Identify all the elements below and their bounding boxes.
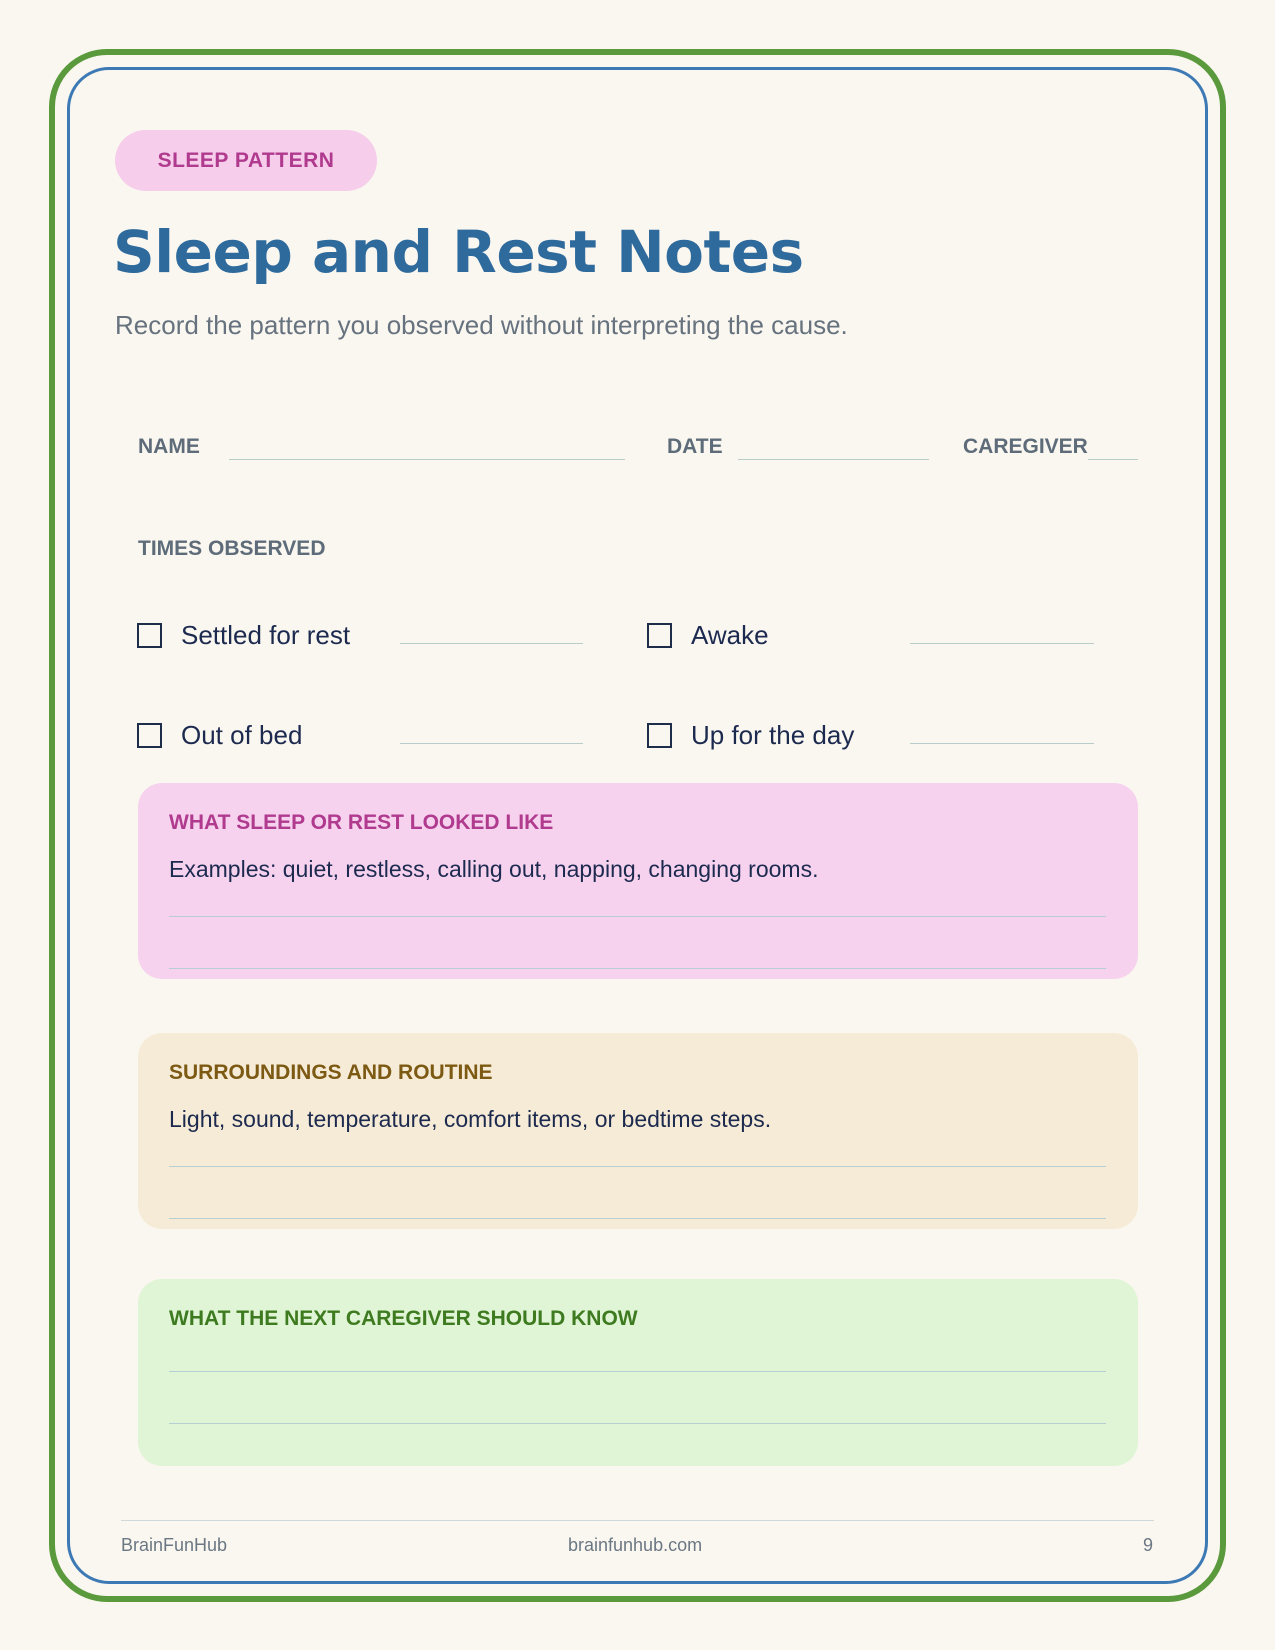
sleep-description-card bbox=[138, 783, 1138, 979]
check-item-settled bbox=[137, 620, 350, 651]
caregiver-field[interactable] bbox=[1088, 459, 1138, 460]
writing-line[interactable] bbox=[169, 1218, 1106, 1219]
out-of-bed-label: Out of bed bbox=[181, 720, 303, 750]
footer-page-number: 9 bbox=[1143, 1535, 1154, 1555]
page-subtitle: Record the pattern you observed without interpreting the cause. bbox=[115, 310, 848, 340]
footer-url[interactable]: brainfunhub.com bbox=[568, 1535, 703, 1555]
date-label: DATE bbox=[667, 435, 723, 458]
up-for-day-checkbox[interactable] bbox=[647, 723, 672, 748]
writing-line[interactable] bbox=[169, 1166, 1106, 1167]
writing-line[interactable] bbox=[169, 1423, 1106, 1424]
settled-checkbox[interactable] bbox=[137, 623, 162, 648]
settled-label: Settled for rest bbox=[181, 620, 351, 650]
date-field[interactable] bbox=[738, 459, 929, 460]
awake-checkbox[interactable] bbox=[647, 623, 672, 648]
writing-line[interactable] bbox=[169, 968, 1106, 969]
name-field[interactable] bbox=[229, 459, 625, 460]
out-of-bed-time-field[interactable] bbox=[400, 743, 583, 744]
footer-divider bbox=[121, 1520, 1154, 1521]
card-title: WHAT THE NEXT CAREGIVER SHOULD KNOW bbox=[169, 1307, 638, 1330]
card-note: Light, sound, temperature, comfort items, or bedtime steps. bbox=[169, 1106, 772, 1132]
name-label: NAME bbox=[138, 435, 200, 458]
up-for-day-time-field[interactable] bbox=[910, 743, 1094, 744]
times-observed-heading: TIMES OBSERVED bbox=[138, 537, 326, 560]
footer-brand: BrainFunHub bbox=[121, 1535, 228, 1555]
check-item-out-of-bed bbox=[137, 720, 302, 751]
awake-label: Awake bbox=[691, 620, 769, 650]
category-tag: SLEEP PATTERN bbox=[115, 130, 377, 191]
awake-time-field[interactable] bbox=[910, 643, 1094, 644]
card-title: SURROUNDINGS AND ROUTINE bbox=[169, 1061, 493, 1084]
up-for-day-label: Up for the day bbox=[691, 720, 855, 750]
page-title: Sleep and Rest Notes bbox=[113, 218, 804, 286]
writing-line[interactable] bbox=[169, 1371, 1106, 1372]
surroundings-card bbox=[138, 1033, 1138, 1229]
settled-time-field[interactable] bbox=[400, 643, 583, 644]
check-item-awake bbox=[647, 620, 769, 651]
check-item-up-for-day bbox=[647, 720, 854, 751]
caregiver-label: CAREGIVER bbox=[963, 435, 1088, 458]
next-caregiver-card bbox=[138, 1279, 1138, 1466]
card-title: WHAT SLEEP OR REST LOOKED LIKE bbox=[169, 811, 554, 834]
card-note: Examples: quiet, restless, calling out, napping, changing rooms. bbox=[169, 856, 819, 882]
out-of-bed-checkbox[interactable] bbox=[137, 723, 162, 748]
writing-line[interactable] bbox=[169, 916, 1106, 917]
